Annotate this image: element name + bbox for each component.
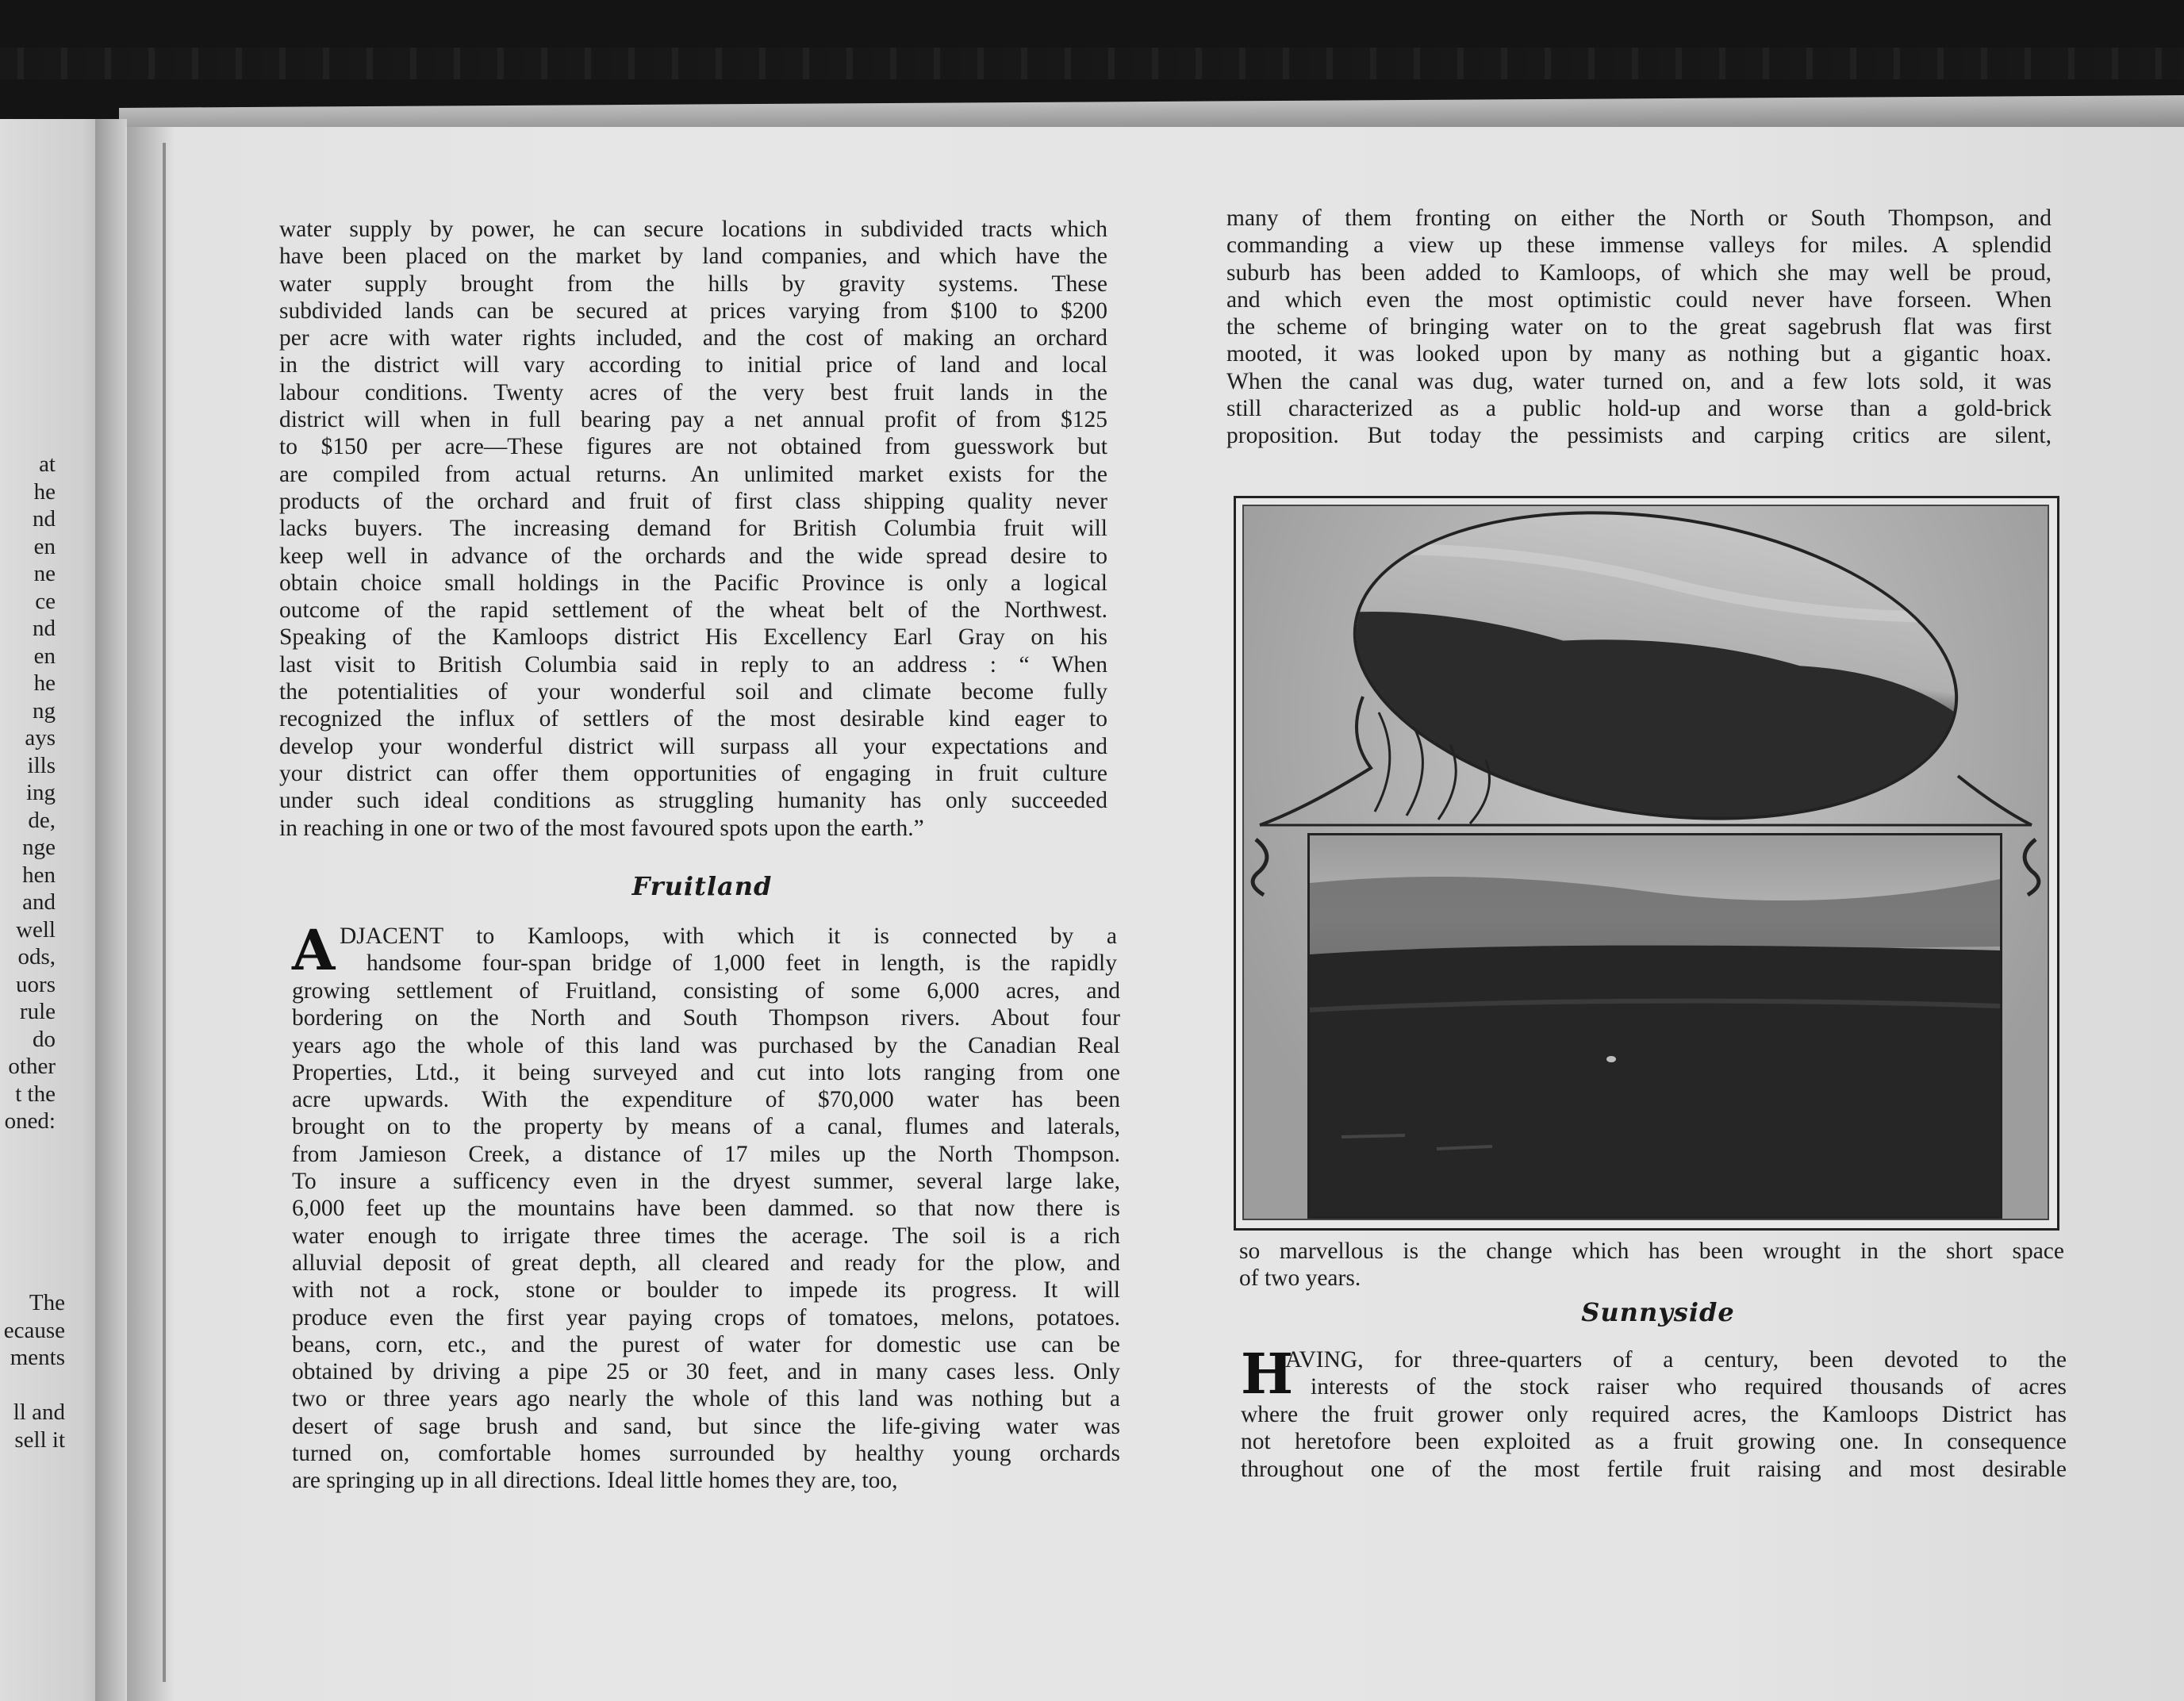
text-line: still characterized as a public hold-up and worse than a gold-brick: [1226, 396, 2052, 422]
fragment-line: en: [33, 533, 56, 559]
text-line: in reaching in one or two of the most favoured spots upon the earth.”: [279, 815, 924, 841]
text-line: 6,000 feet up the mountains have been dammed. so that now there is: [292, 1196, 1120, 1222]
sunnyside-paragraph: [1241, 1401, 2067, 1483]
fragment-line: en: [33, 643, 56, 669]
text-line: the potentialities of your wonderful soil and climate become fully: [279, 679, 1107, 705]
text-line: years ago the whole of this land was purchased by the Canadian Real: [292, 1032, 1120, 1058]
text-line: produce even the first year paying crops of tomatoes, melons, potatoes.: [292, 1304, 1120, 1330]
fragment-line: ll and: [13, 1400, 65, 1425]
fragment-line: uors: [16, 971, 56, 997]
fruitland-paragraph-indent: [367, 950, 1117, 977]
text-line: so marvellous is the change which has been wrought in the short space: [1239, 1238, 2064, 1264]
text-line: water supply by power, he can secure locations in subdivided tracts which: [279, 217, 1107, 242]
text-line: handsome four-span bridge of 1,000 feet in length, is the rapidly: [367, 950, 1117, 976]
fragment-line: ods,: [17, 944, 56, 970]
text-line: When the canal was dug, water turned on, and a few lots sold, it was: [1226, 368, 2052, 394]
text-line: of two years.: [1239, 1265, 1361, 1292]
text-line: have been placed on the market by land companies, and which have the: [279, 244, 1107, 270]
text-line: keep well in advance of the orchards and the wide spread desire to: [279, 543, 1107, 569]
fragment-line: ills: [27, 752, 56, 778]
text-line: acre upwards. With the expenditure of $70,000 water has been: [292, 1087, 1120, 1113]
text-line: where the fruit grower only required acres, the Kamloops District has: [1241, 1402, 2067, 1427]
fragment-line: he: [33, 478, 56, 505]
right-column-caption-text: [1239, 1238, 2064, 1292]
text-line: obtain choice small holdings in the Pacific Province is only a logical: [279, 570, 1107, 596]
fragment-line: ecause: [3, 1317, 65, 1343]
text-line: DJACENT to Kamloops, with which it is connected by a: [340, 923, 1117, 949]
text-line: outcome of the rapid settlement of the wheat belt of the Northwest.: [279, 597, 1107, 624]
fragment-line: rule: [19, 999, 56, 1024]
text-line: suburb has been added to Kamloops, of which she may well be proud,: [1226, 259, 2052, 286]
text-line: recognized the influx of settlers of the most desirable kind eager to: [279, 706, 1107, 732]
previous-page-text-fragments-lower: [0, 1289, 65, 1453]
fragment-line: ce: [35, 588, 56, 614]
fragment-line: ne: [33, 561, 56, 586]
text-line: last visit to British Columbia said in reply to an address : “ When: [279, 651, 1107, 678]
text-line: beans, corn, etc., and the purest of water for domestic use can be: [292, 1331, 1120, 1357]
text-line: district will when in full bearing pay a net annual profit of from $125: [279, 407, 1107, 433]
gutter-shadow: [127, 127, 175, 1701]
fragment-line: nd: [33, 616, 56, 641]
fragment-line: ing: [25, 780, 56, 805]
fragment-line: well: [16, 916, 56, 943]
sunnyside-drop-cap: H: [1241, 1341, 1294, 1407]
fragment-line: nge: [22, 835, 56, 860]
text-line: alluvial deposit of great depth, all cleared and ready for the plow, and: [292, 1250, 1120, 1276]
text-line: labour conditions. Twenty acres of the very best fruit lands in the: [279, 379, 1107, 405]
text-line: and which even the most optimistic could never have forseen. When: [1226, 286, 2052, 313]
text-line: per acre with water rights included, and the cost of making an orchard: [279, 325, 1107, 351]
previous-page-text-fragments: [0, 451, 56, 1135]
text-line: growing settlement of Fruitland, consisting of some 6,000 acres, and: [292, 978, 1120, 1004]
text-line: proposition. But today the pessimists and carping critics are silent,: [1226, 423, 2052, 449]
text-line: to $150 per acre—These figures are not obtained from guesswork but: [279, 434, 1107, 460]
fragment-line: t the: [15, 1081, 56, 1107]
text-line: under such ideal conditions as struggling humanity has only succeeded: [279, 788, 1107, 814]
text-line: are compiled from actual returns. An unlimited market exists for the: [279, 461, 1107, 487]
fragment-line: sell it: [14, 1426, 65, 1453]
text-line: Properties, Ltd., it being surveyed and cut into lots ranging from one: [292, 1059, 1120, 1085]
text-line: interests of the stock raiser who required thousands of acres: [1311, 1374, 2067, 1400]
fragment-line: ments: [10, 1345, 65, 1370]
page-gutter-line: [163, 143, 166, 1682]
fragment-line: hen: [22, 862, 56, 888]
fruitland-heading: Fruitland: [631, 871, 773, 901]
sunnyside-paragraph-indent: [1311, 1373, 2067, 1400]
text-line: brought on to the property by means of a canal, flumes and laterals,: [292, 1114, 1120, 1140]
fruitland-drop-cap: A: [292, 917, 336, 983]
fragment-line: [0, 1372, 65, 1400]
fragment-line: nd: [33, 506, 56, 532]
text-line: mooted, it was looked upon by many as nothing but a gigantic hoax.: [1226, 341, 2052, 367]
text-line: from Jamieson Creek, a distance of 17 miles up the North Thompson.: [292, 1141, 1120, 1167]
text-line: two or three years ago nearly the whole of this land was nothing but a: [292, 1386, 1120, 1412]
text-line: obtained by driving a pipe 25 or 30 feet, and in many cases less. Only: [292, 1359, 1120, 1385]
fragment-line: and: [22, 889, 56, 915]
text-line: your district can offer them opportunities of engaging in fruit culture: [279, 760, 1107, 786]
text-line: Speaking of the Kamloops district His Excellency Earl Gray on his: [279, 624, 1107, 651]
text-line: subdivided lands can be secured at prices varying from $100 to $200: [279, 298, 1107, 324]
text-line: with not a rock, stone or boulder to impede its progress. It will: [292, 1277, 1120, 1304]
text-line: are springing up in all directions. Ideal little homes they are, too,: [292, 1468, 898, 1494]
scanner-background-texture: [0, 48, 2184, 79]
text-line: turned on, comfortable homes surrounded by healthy young orchards: [292, 1441, 1120, 1467]
text-line: not heretofore been exploited as a fruit growing one. In consequence: [1241, 1429, 2067, 1455]
text-line: in the district will vary according to initial price of land and local: [279, 352, 1107, 378]
text-line: desert of sage brush and sand, but since the life-giving water was: [292, 1413, 1120, 1439]
sunnyside-paragraph-start: [1285, 1346, 2067, 1373]
fragment-line: do: [33, 1026, 56, 1052]
fragment-line: The: [29, 1290, 65, 1315]
text-line: AVING, for three-quarters of a century, been devoted to the: [1285, 1347, 2067, 1373]
text-line: throughout one of the most fertile fruit raising and most desirable: [1241, 1456, 2067, 1482]
fragment-line: oned:: [4, 1108, 56, 1134]
right-column-text: [1226, 205, 2052, 450]
landscape-illustration: [1234, 496, 2059, 1231]
text-line: water supply brought from the hills by gravity systems. These: [279, 271, 1107, 297]
fragment-line: at: [39, 451, 56, 477]
left-column-text: [279, 216, 1107, 842]
fruitland-paragraph-start: [340, 923, 1117, 950]
text-line: many of them fronting on either the North or South Thompson, and: [1226, 205, 2052, 231]
text-line: commanding a view up these immense valleys for miles. A splendid: [1226, 232, 2052, 259]
text-line: lacks buyers. The increasing demand for British Columbia fruit will: [279, 516, 1107, 542]
fragment-line: de,: [28, 807, 56, 833]
ornamental-frame: [1244, 506, 2048, 1219]
page-fold: [95, 119, 127, 1701]
text-line: To insure a sufficency even in the dryest summer, several large lake,: [292, 1169, 1120, 1195]
fragment-line: he: [33, 670, 56, 696]
text-line: water enough to irrigate three times the acerage. The soil is a rich: [292, 1223, 1120, 1249]
text-line: the scheme of bringing water on to the great sagebrush flat was first: [1226, 314, 2052, 340]
sunnyside-heading: Sunnyside: [1581, 1297, 1735, 1327]
text-line: develop your wonderful district will surpass all your expectations and: [279, 733, 1107, 759]
fruitland-paragraph: [292, 977, 1120, 1495]
fragment-line: ng: [33, 697, 56, 724]
fragment-line: ays: [25, 725, 56, 751]
text-line: bordering on the North and South Thompson rivers. About four: [292, 1005, 1120, 1031]
text-line: products of the orchard and fruit of first class shipping quality never: [279, 488, 1107, 514]
fragment-line: other: [8, 1054, 56, 1079]
